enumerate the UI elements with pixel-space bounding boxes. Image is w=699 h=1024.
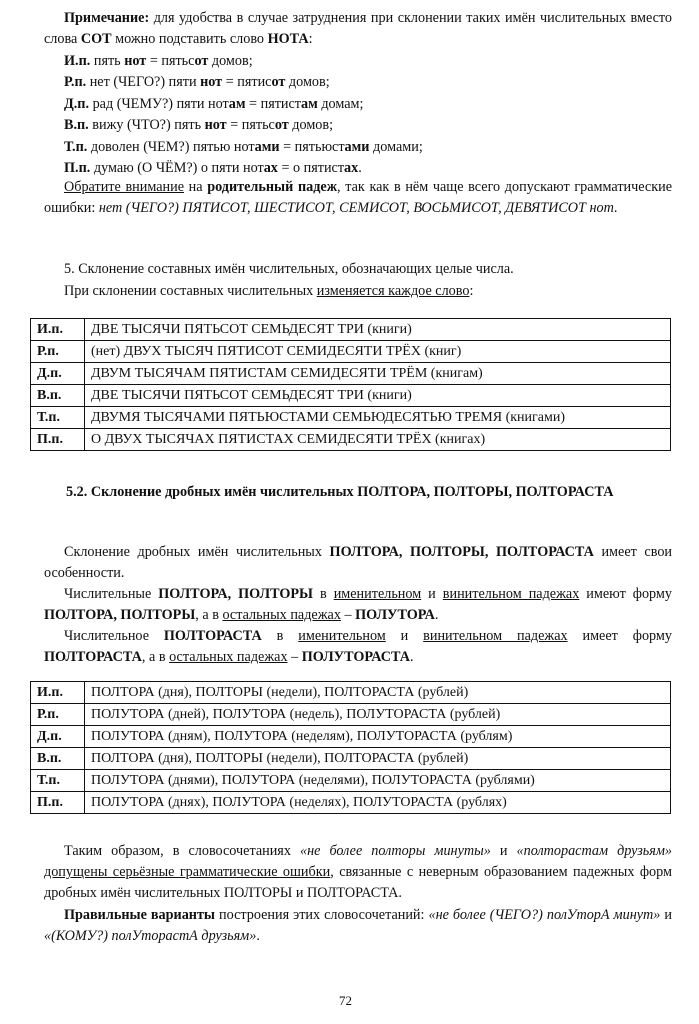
nota-case-b: нот	[204, 117, 227, 134]
case-cell: В.п.	[31, 748, 85, 770]
nota-case-b: нот	[124, 53, 147, 69]
table-row	[31, 385, 671, 407]
p52-intro	[44, 542, 672, 584]
compound-numerals-table	[30, 318, 671, 451]
t: и	[660, 907, 672, 923]
nota-case-c: Т.п.	[64, 138, 88, 155]
b: ПОЛТОРАСТА	[44, 649, 142, 665]
table-row	[31, 429, 671, 451]
u: именительном	[298, 628, 386, 644]
table-row	[31, 748, 671, 770]
note-label: Примечание:	[64, 10, 150, 26]
attention-examples: нет (ЧЕГО?) ПЯТИСОТ, ШЕСТИСОТ, СЕМИСОТ, ВОСЬМИСОТ, ДЕВЯТИСОТ нот	[98, 200, 614, 216]
nota-case-post: .	[358, 160, 362, 176]
t: .	[434, 607, 439, 623]
note-colon: :	[308, 31, 313, 47]
nota-case-mid: = пятист	[245, 95, 302, 112]
note-text-2: можно подставить слово	[111, 31, 268, 47]
table-row	[31, 682, 671, 704]
case-cell: Д.п.	[31, 363, 85, 385]
case-cell: Р.п.	[31, 704, 85, 726]
t: в	[312, 586, 334, 602]
note-word-sot: СОТ	[80, 31, 112, 47]
b: ПОЛТОРА, ПОЛТОРЫ	[44, 607, 196, 623]
form-cell: (нет) ДВУХ ТЫСЯЧ ПЯТИСОТ СЕМИДЕСЯТИ ТРЁХ (книг)	[85, 341, 671, 363]
t: и	[490, 843, 517, 859]
p52-intro-bold: ПОЛТОРА, ПОЛТОРЫ, ПОЛТОРАСТА	[329, 544, 594, 560]
nota-case-b2: от	[194, 53, 209, 69]
attention-paragraph	[44, 177, 672, 219]
t: Числительные	[64, 586, 159, 602]
section52-title: 5.2. Склонение дробных имён числительных ПОЛТОРА, ПОЛТОРЫ, ПОЛТОРАСТА	[66, 484, 614, 500]
i: «(КОМУ?) полУторастА друзьям»	[44, 928, 257, 944]
nota-case-pre: думаю (О ЧЁМ?) о пяти нот	[90, 160, 264, 176]
nota-case-line	[64, 137, 423, 158]
p52-poltora	[44, 584, 672, 626]
nota-case-pre: пять	[90, 53, 125, 69]
note-word-nota: НОТА	[267, 31, 309, 47]
correct-paragraph	[44, 905, 672, 947]
b: Правильные варианты	[64, 907, 216, 923]
case-cell: Р.п.	[31, 341, 85, 363]
form-cell: ПОЛТОРА (дня), ПОЛТОРЫ (недели), ПОЛТОРАСТА (рублей)	[85, 682, 671, 704]
t: имеет форму	[567, 628, 672, 644]
nota-case-post: домов;	[288, 117, 334, 134]
case-cell: Т.п.	[31, 770, 85, 792]
attention-underline: Обратите внимание	[64, 179, 184, 195]
nota-case-b: ам	[228, 95, 246, 112]
note-paragraph	[44, 8, 672, 50]
nota-case-c: П.п.	[64, 160, 91, 176]
attention-text-2: , так как в нём чаще всего допускают грамматические ошибки:	[44, 179, 672, 216]
section5-lead-text: При склонении составных числительных	[64, 283, 317, 299]
nota-case-post: домов;	[285, 74, 330, 91]
fractional-numerals-table	[30, 681, 671, 814]
b: ПОЛУТОРА	[355, 607, 435, 623]
t: –	[287, 649, 302, 665]
form-cell: О ДВУХ ТЫСЯЧАХ ПЯТИСТАХ СЕМИДЕСЯТИ ТРЁХ (книгах)	[85, 429, 671, 451]
table-row	[31, 770, 671, 792]
nota-case-mid: = пятьюст	[279, 138, 345, 155]
nota-case-b2: от	[271, 74, 286, 91]
nota-case-post: домами;	[369, 138, 423, 155]
nota-case-mid: = о пятист	[277, 160, 345, 176]
nota-case-line	[64, 115, 333, 136]
t: Таким образом, в словосочетаниях	[64, 843, 300, 859]
conclusion-paragraph	[44, 841, 672, 904]
nota-case-b2: ами	[344, 138, 370, 155]
form-cell: ДВЕ ТЫСЯЧИ ПЯТЬСОТ СЕМЬДЕСЯТ ТРИ (книги)	[85, 385, 671, 407]
nota-case-b2: ам	[301, 95, 318, 112]
form-cell: ПОЛТОРА (дня), ПОЛТОРЫ (недели), ПОЛТОРАСТА (рублей)	[85, 748, 671, 770]
nota-case-b2: от	[274, 117, 289, 134]
t: , а в	[141, 649, 170, 665]
attention-end: .	[613, 200, 618, 216]
nota-case-b2: ах	[344, 160, 359, 176]
t: и	[385, 628, 424, 644]
section5-lead-underline: изменяется каждое слово	[316, 283, 470, 299]
table-row	[31, 792, 671, 814]
t: Числительное	[64, 628, 164, 644]
section5-lead	[64, 281, 473, 302]
form-cell: ПОЛУТОРА (днями), ПОЛУТОРА (неделями), ПОЛУТОРАСТА (рублями)	[85, 770, 671, 792]
t: .	[410, 649, 414, 665]
form-cell: ПОЛУТОРА (дням), ПОЛУТОРА (неделям), ПОЛУТОРАСТА (рублям)	[85, 726, 671, 748]
t: построения этих словосочетаний:	[215, 907, 429, 923]
p52-intro-text: Склонение дробных имён числительных	[64, 544, 330, 560]
nota-case-line	[64, 51, 253, 72]
nota-case-c: И.п.	[64, 53, 91, 69]
attention-bold: родительный падеж	[207, 179, 337, 195]
case-cell: П.п.	[31, 429, 85, 451]
t: –	[340, 607, 356, 623]
u: остальных падежах	[222, 607, 341, 623]
case-cell: И.п.	[31, 319, 85, 341]
form-cell: ДВУМЯ ТЫСЯЧАМИ ПЯТЬЮСТАМИ СЕМЬЮДЕСЯТЬЮ ТРЕМЯ (книгами)	[85, 407, 671, 429]
table-row	[31, 726, 671, 748]
case-cell: П.п.	[31, 792, 85, 814]
table-row	[31, 704, 671, 726]
nota-case-line	[64, 158, 362, 179]
nota-case-pre: доволен (ЧЕМ?) пятью нот	[87, 138, 255, 155]
nota-case-line	[64, 94, 363, 115]
nota-case-mid: = пятис	[222, 74, 272, 91]
case-cell: В.п.	[31, 385, 85, 407]
u: именительном	[333, 586, 422, 602]
t: имеют форму	[579, 586, 673, 602]
form-cell: ПОЛУТОРА (дней), ПОЛУТОРА (недель), ПОЛУТОРАСТА (рублей)	[85, 704, 671, 726]
nota-case-post: домам;	[317, 95, 364, 112]
i: «полторастам друзьям»	[516, 843, 673, 859]
i: «не более полторы минуты»	[299, 843, 491, 859]
case-cell: И.п.	[31, 682, 85, 704]
nota-case-b: нот	[200, 74, 223, 91]
case-cell: Т.п.	[31, 407, 85, 429]
t: и	[421, 586, 443, 602]
note-text: для удобства в случае затруднения при склонении таких имён числительных вместо слова	[44, 10, 672, 47]
section5-title: 5. Склонение составных имён числительных, обозначающих целые числа.	[64, 261, 514, 277]
case-cell: Д.п.	[31, 726, 85, 748]
section5-lead-end: :	[469, 283, 474, 299]
nota-case-post: домов;	[208, 53, 253, 69]
attention-text: на	[184, 179, 208, 195]
table-row	[31, 363, 671, 385]
form-cell: ПОЛУТОРА (днях), ПОЛУТОРА (неделях), ПОЛУТОРАСТА (рублях)	[85, 792, 671, 814]
b: ПОЛТОРАСТА	[163, 628, 262, 644]
nota-case-line	[64, 72, 330, 93]
u: допущены серьёзные грамматические ошибки	[44, 864, 331, 880]
nota-case-b: ами	[254, 138, 280, 155]
table-row	[31, 407, 671, 429]
nota-case-pre: рад (ЧЕМУ?) пяти нот	[89, 95, 229, 112]
i: «не более (ЧЕГО?) полУторА минут»	[428, 907, 661, 923]
nota-case-c: Д.п.	[64, 95, 90, 112]
form-cell: ДВУМ ТЫСЯЧАМ ПЯТИСТАМ СЕМИДЕСЯТИ ТРЁМ (книгам)	[85, 363, 671, 385]
t: , связанные с неверным образованием падежных форм дробных имён числительных ПОЛТОРЫ и ПОЛТОРАСТА.	[44, 864, 672, 901]
u: остальных падежах	[169, 649, 288, 665]
nota-case-c: Р.п.	[64, 74, 87, 91]
u: винительном падежах	[423, 628, 568, 644]
p52-intro-end: имеет свои особенности.	[44, 544, 673, 581]
nota-case-mid: = пятьс	[226, 117, 275, 134]
nota-case-b: ах	[263, 160, 278, 176]
nota-case-mid: = пятьс	[146, 53, 195, 69]
table-row	[31, 319, 671, 341]
b: ПОЛУТОРАСТА	[301, 649, 411, 665]
b: ПОЛТОРА, ПОЛТОРЫ	[158, 586, 313, 602]
p52-poltorasta	[44, 626, 672, 668]
u: винительном падежах	[442, 586, 580, 602]
table-row	[31, 341, 671, 363]
t: в	[261, 628, 299, 644]
t: , а в	[195, 607, 223, 623]
page-number: 72	[339, 993, 352, 1008]
form-cell: ДВЕ ТЫСЯЧИ ПЯТЬСОТ СЕМЬДЕСЯТ ТРИ (книги)	[85, 319, 671, 341]
nota-case-c: В.п.	[64, 117, 89, 134]
nota-case-pre: нет (ЧЕГО?) пяти	[86, 74, 201, 91]
nota-case-pre: вижу (ЧТО?) пять	[88, 117, 205, 134]
t: .	[256, 928, 260, 944]
